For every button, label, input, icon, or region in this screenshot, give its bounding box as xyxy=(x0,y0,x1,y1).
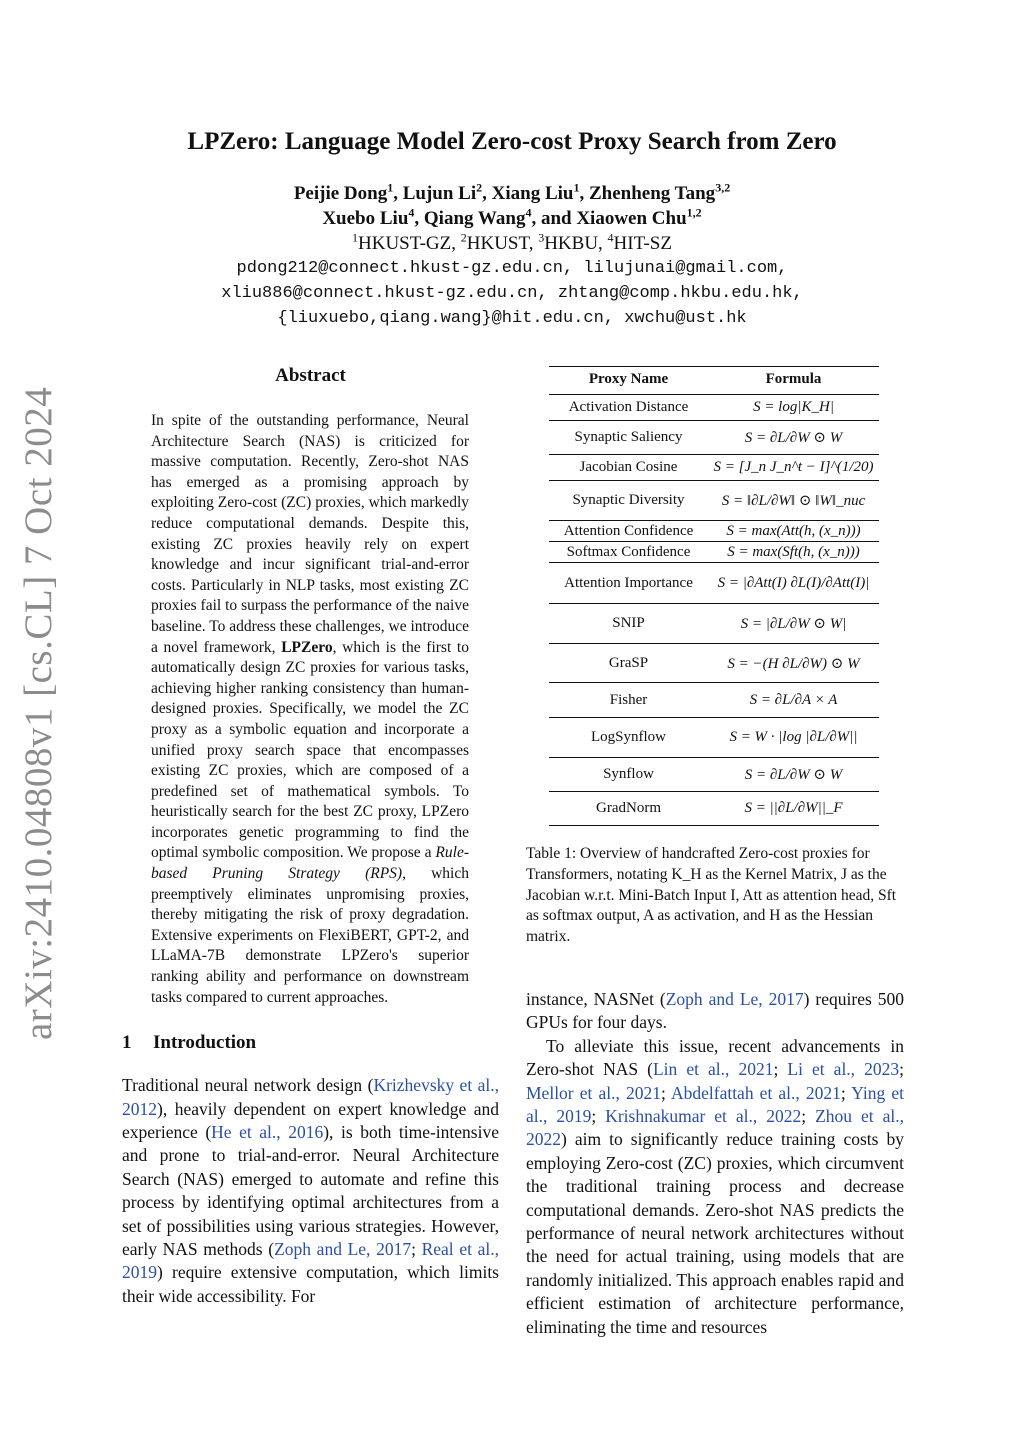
author-name: Xuebo Liu xyxy=(322,208,409,229)
proxy-formula: S = ∂L/∂W ⊙ W xyxy=(708,421,879,455)
author-name: , Qiang Wang xyxy=(414,208,526,229)
table-row xyxy=(549,481,879,521)
proxy-name: Fisher xyxy=(549,683,708,718)
citation-link[interactable]: Zhou et al., 2022 xyxy=(526,1106,904,1150)
table-row xyxy=(549,604,879,644)
citation-link[interactable]: Zoph and Le, 2017 xyxy=(665,988,804,1009)
paragraph xyxy=(526,1035,904,1339)
table-row xyxy=(549,542,879,563)
citation-link[interactable]: Krizhevsky et al., 2012 xyxy=(122,1075,499,1119)
proxy-name: GradNorm xyxy=(549,792,708,826)
table-header-row xyxy=(549,367,879,395)
citation-link[interactable]: Zoph and Le, 2017 xyxy=(274,1239,412,1260)
table-row xyxy=(549,563,879,604)
proxy-name: Softmax Confidence xyxy=(549,542,708,563)
text: ) requires 500 GPUs for four days. xyxy=(526,988,904,1033)
left-column xyxy=(122,365,499,1308)
text: ; xyxy=(591,1106,606,1127)
table-row xyxy=(549,718,879,758)
affiliation-mark: 2 xyxy=(460,230,467,245)
proxy-formula: S = ∂L/∂A × A xyxy=(708,683,879,718)
proxy-name: Activation Distance xyxy=(549,395,708,421)
text: ; xyxy=(801,1106,816,1127)
proxy-formula: S = max(Att(h, (x_n))) xyxy=(708,521,879,542)
table-row xyxy=(549,455,879,481)
text: ; xyxy=(840,1082,852,1103)
author-name: , Lujun Li xyxy=(393,183,477,204)
proxy-name: SNIP xyxy=(549,604,708,644)
abstract-part: In spite of the outstanding performance, Neural Architecture Search (NAS) is criticized for massive computation. Recently, Zero-shot NAS has emerged as a promising approach by exploiting Zero-cost (ZC) proxies, which markedly reduce computational demands. Despite this, existing ZC proxies heavily rely on expert knowledge and incur significant trial-and-error costs. Particularly in NLP tasks, most existing ZC proxies fail to surpass the performance of the naive baseline. To address these challenges, we introduce a novel framework, xyxy=(151,412,469,656)
affiliation-mark: 4 xyxy=(607,230,614,245)
affiliation: HKUST, xyxy=(466,233,539,254)
citation-link[interactable]: Lin et al., 2021 xyxy=(652,1059,774,1080)
introduction-paragraph xyxy=(122,1074,499,1308)
author-affiliation-mark: 4 xyxy=(525,205,532,220)
abstract-italic-term: Rule-based Pruning Strategy (RPS), xyxy=(151,844,469,883)
proxy-name: Synaptic Diversity xyxy=(549,481,708,521)
text: Traditional neural network design ( xyxy=(122,1075,374,1096)
paper-title: LPZero: Language Model Zero-cost Proxy Search from Zero xyxy=(187,128,837,155)
author-affiliation-mark: 2 xyxy=(476,180,483,195)
author-name: , Xiang Liu xyxy=(482,183,574,204)
proxy-formula: S = max(Sft(h, (x_n))) xyxy=(708,542,879,563)
citation-link[interactable]: Real et al., 2019 xyxy=(122,1239,499,1283)
proxy-table xyxy=(549,366,879,826)
arxiv-identifier: arXiv:2410.04808v1 [cs.CL] 7 Oct 2024 xyxy=(17,386,60,1040)
right-column-text xyxy=(526,988,904,1339)
abstract-part: , which is the first to automatically design ZC proxies for various tasks, achieving higher ranking consistency than human-designed proxies. Specifically, we model the ZC proxy as a symbolic equation and incorporate a unified proxy search space that encompasses existing ZC proxies, which are composed of a predefined set of mathematical symbols. To heuristically search for the best ZC proxy, LPZero incorporates genetic programming to find the optimal symbolic composition. We propose a xyxy=(151,638,469,862)
paragraph xyxy=(526,988,904,1035)
affiliations xyxy=(0,231,1024,256)
author-affiliation-mark: 1 xyxy=(573,180,580,195)
affiliation-mark: 1 xyxy=(352,230,359,245)
text: ), is both time-intensive and prone to trial-and-error. Neural Architecture Search (NAS) emerged to automate and refine this process by identifying optimal architectures from a set of possibilities using various strategies. However, early NAS methods ( xyxy=(122,1122,499,1260)
citation-link[interactable]: Krishnakumar et al., 2022 xyxy=(605,1106,802,1127)
affiliation: HKBU, xyxy=(544,233,608,254)
affiliation: HKUST-GZ, xyxy=(358,233,461,254)
proxy-name: Attention Confidence xyxy=(549,521,708,542)
text: ; xyxy=(899,1059,904,1080)
abstract-bold-term: LPZero xyxy=(281,638,333,656)
proxy-formula: S = ||∂L/∂W||_F xyxy=(708,792,879,826)
table-header: Proxy Name xyxy=(549,367,708,395)
proxy-formula: S = |∂L/∂W ⊙ W| xyxy=(708,604,879,644)
author-line-1 xyxy=(0,181,1024,206)
text: ; xyxy=(411,1239,422,1260)
section-heading xyxy=(122,1032,499,1054)
author-block xyxy=(0,181,1024,331)
affiliation: HIT-SZ xyxy=(613,233,672,254)
proxy-formula: S = [J_n J_n^t − I]^(1/20) xyxy=(708,455,879,481)
table-header: Formula xyxy=(708,367,879,395)
proxy-formula: S = ∂L/∂W ⊙ W xyxy=(708,758,879,792)
right-column xyxy=(526,366,904,1339)
text: ) require extensive computation, which limits their wide accessibility. For xyxy=(122,1262,499,1306)
proxy-name: Jacobian Cosine xyxy=(549,455,708,481)
email-line: pdong212@connect.hkust-gz.edu.cn, lilujunai@gmail.com, xyxy=(236,259,788,278)
proxy-name: GraSP xyxy=(549,644,708,683)
email-line: {liuxuebo,qiang.wang}@hit.edu.cn, xwchu@ust.hk xyxy=(277,309,747,328)
text: ) aim to significantly reduce training costs by employing Zero-cost (ZC) proxies, which circumvent the traditional training process and decrease computational demands. Zero-shot NAS predicts the performance of neural network architectures without the need for actual training, using models that are randomly initialized. This approach enables rapid and efficient estimation of architecture performance, eliminating the time and resources xyxy=(526,1129,904,1337)
proxy-formula: S = −(H ∂L/∂W) ⊙ W xyxy=(708,644,879,683)
table-row xyxy=(549,758,879,792)
proxy-formula: S = ‖∂L/∂W‖ ⊙ ‖W‖_nuc xyxy=(708,481,879,521)
author-affiliation-mark: 4 xyxy=(408,205,415,220)
table-caption: Table 1: Overview of handcrafted Zero-cost proxies for Transformers, notating K_H as the Kernel Matrix, J as the Jacobian w.r.t. Mini-Batch Input I, Att as attention head, Sft as softmax output, A as activation, and H as the Hessian matrix. xyxy=(526,845,897,946)
author-affiliation-mark: 3,2 xyxy=(715,180,731,195)
proxy-formula: S = W · |log |∂L/∂W|| xyxy=(708,718,879,758)
text: ; xyxy=(773,1059,788,1080)
proxy-name: Attention Importance xyxy=(549,563,708,604)
text: To alleviate this issue, recent advancements in Zero-shot NAS ( xyxy=(526,1035,904,1080)
abstract-text xyxy=(151,411,469,1008)
section-title: Introduction xyxy=(153,1032,257,1054)
citation-link[interactable]: Mellor et al., 2021 xyxy=(526,1082,661,1103)
author-line-2 xyxy=(0,206,1024,231)
author-name: , and Xiaowen Chu xyxy=(531,208,687,229)
abstract-heading: Abstract xyxy=(275,365,346,386)
citation-link[interactable]: Abdelfattah et al., 2021 xyxy=(670,1082,841,1103)
author-affiliation-mark: 1,2 xyxy=(686,205,702,220)
proxy-name: LogSynflow xyxy=(549,718,708,758)
table-row xyxy=(549,395,879,421)
author-name: , Zhenheng Tang xyxy=(579,183,716,204)
email-line: xliu886@connect.hkust-gz.edu.cn, zhtang@comp.hkbu.edu.hk, xyxy=(221,284,803,303)
table-row xyxy=(549,792,879,826)
proxy-formula: S = |∂Att(I) ∂L(I)/∂Att(I)| xyxy=(708,563,879,604)
text: instance, NASNet ( xyxy=(526,988,666,1009)
text: ; xyxy=(660,1082,671,1103)
section-number: 1 xyxy=(122,1032,132,1054)
affiliation-mark: 3 xyxy=(538,230,545,245)
table-row xyxy=(549,644,879,683)
citation-link[interactable]: He et al., 2016 xyxy=(211,1122,324,1143)
citation-link[interactable]: Ying et al., 2019 xyxy=(526,1082,905,1127)
text: ), heavily dependent on expert knowledge and experience ( xyxy=(122,1098,499,1143)
proxy-formula: S = log|K_H| xyxy=(708,395,879,421)
author-affiliation-mark: 1 xyxy=(387,180,394,195)
proxy-name: Synaptic Saliency xyxy=(549,421,708,455)
abstract-part: which preemptively eliminates unpromising proxies, thereby mitigating the risk of proxy degradation. Extensive experiments on FlexiBERT, GPT-2, and LLaMA-7B demonstrate LPZero's superior ranking ability and performance on downstream tasks compared to current approaches. xyxy=(151,865,469,1006)
table-row xyxy=(549,421,879,455)
table-row xyxy=(549,683,879,718)
proxy-name: Synflow xyxy=(549,758,708,792)
table-row xyxy=(549,521,879,542)
citation-link[interactable]: Li et al., 2023 xyxy=(787,1059,900,1080)
author-name: Peijie Dong xyxy=(293,183,388,204)
